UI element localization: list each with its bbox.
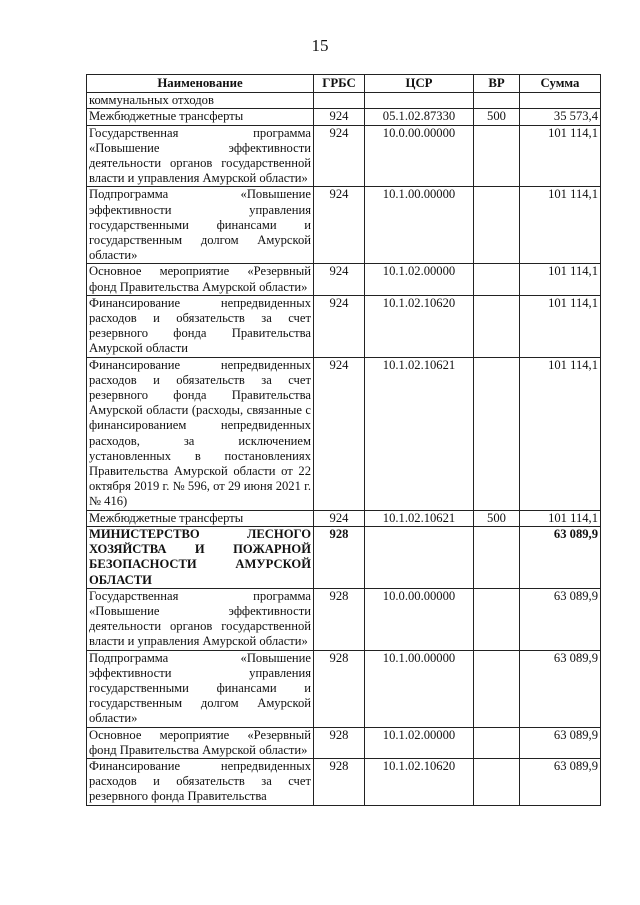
cell-name: Подпрограмма «Повышение эффективности управления государственными финансами и государственным долгом Амурской области» xyxy=(87,187,314,264)
cell-csr: 10.1.02.10621 xyxy=(365,510,474,526)
table-row xyxy=(87,727,601,758)
cell-name: Основное мероприятие «Резервный фонд Правительства Амурской области» xyxy=(87,264,314,295)
cell-sum: 35 573,4 xyxy=(520,109,601,125)
header-grbs: ГРБС xyxy=(314,75,365,93)
cell-name: Государственная программа «Повышение эффективности деятельности органов государственной власти и управления Амурской области» xyxy=(87,125,314,187)
cell-name: МИНИСТЕРСТВО ЛЕСНОГО ХОЗЯЙСТВА И ПОЖАРНОЙ БЕЗОПАСНОСТИ АМУРСКОЙ ОБЛАСТИ xyxy=(87,526,314,588)
cell-csr: 10.1.02.10620 xyxy=(365,295,474,357)
table-row xyxy=(87,588,601,650)
cell-grbs: 924 xyxy=(314,109,365,125)
budget-table xyxy=(86,74,601,806)
cell-vr xyxy=(474,727,520,758)
cell-grbs: 928 xyxy=(314,650,365,727)
header-name: Наименование xyxy=(87,75,314,93)
cell-sum: 63 089,9 xyxy=(520,650,601,727)
cell-name: Финансирование непредвиденных расходов и обязательств за счет резервного фонда Правительства xyxy=(87,758,314,805)
cell-sum: 63 089,9 xyxy=(520,588,601,650)
table-row xyxy=(87,510,601,526)
cell-vr xyxy=(474,187,520,264)
header-vr: ВР xyxy=(474,75,520,93)
cell-name: Межбюджетные трансферты xyxy=(87,109,314,125)
cell-csr: 10.1.00.00000 xyxy=(365,187,474,264)
cell-csr: 05.1.02.87330 xyxy=(365,109,474,125)
cell-sum: 63 089,9 xyxy=(520,758,601,805)
cell-vr: 500 xyxy=(474,109,520,125)
cell-vr xyxy=(474,125,520,187)
cell-name: Государственная программа «Повышение эффективности деятельности органов государственной власти и управления Амурской области» xyxy=(87,588,314,650)
cell-sum: 101 114,1 xyxy=(520,125,601,187)
cell-vr xyxy=(474,264,520,295)
cell-grbs: 928 xyxy=(314,588,365,650)
cell-vr xyxy=(474,357,520,510)
cell-name: Подпрограмма «Повышение эффективности управления государственными финансами и государственным долгом Амурской области» xyxy=(87,650,314,727)
cell-sum: 63 089,9 xyxy=(520,727,601,758)
cell-sum: 101 114,1 xyxy=(520,295,601,357)
cell-vr xyxy=(474,650,520,727)
cell-csr xyxy=(365,93,474,109)
cell-vr xyxy=(474,588,520,650)
cell-csr: 10.1.02.10620 xyxy=(365,758,474,805)
cell-grbs: 928 xyxy=(314,526,365,588)
cell-grbs: 924 xyxy=(314,187,365,264)
table-row xyxy=(87,295,601,357)
cell-name: коммунальных отходов xyxy=(87,93,314,109)
cell-grbs: 924 xyxy=(314,264,365,295)
cell-name: Финансирование непредвиденных расходов и обязательств за счет резервного фонда Правительства Амурской области (расходы, связанные с финансированием непредвиденных расходов, за исключением установленных в постановлениях Правительства Амурской области от 22 октября 2019 г. № 596, от 29 июня 2021 г. № 416) xyxy=(87,357,314,510)
cell-csr: 10.1.02.00000 xyxy=(365,727,474,758)
cell-sum: 101 114,1 xyxy=(520,510,601,526)
cell-sum xyxy=(520,93,601,109)
cell-vr xyxy=(474,295,520,357)
cell-sum: 101 114,1 xyxy=(520,357,601,510)
cell-vr: 500 xyxy=(474,510,520,526)
cell-sum: 63 089,9 xyxy=(520,526,601,588)
cell-csr: 10.1.02.00000 xyxy=(365,264,474,295)
table-row xyxy=(87,357,601,510)
table-row xyxy=(87,650,601,727)
table-row xyxy=(87,109,601,125)
cell-grbs: 924 xyxy=(314,295,365,357)
cell-csr: 10.1.00.00000 xyxy=(365,650,474,727)
table-row xyxy=(87,264,601,295)
table-row xyxy=(87,187,601,264)
cell-sum: 101 114,1 xyxy=(520,264,601,295)
cell-grbs: 924 xyxy=(314,510,365,526)
cell-csr xyxy=(365,526,474,588)
cell-csr: 10.0.00.00000 xyxy=(365,125,474,187)
cell-grbs: 928 xyxy=(314,727,365,758)
cell-grbs: 924 xyxy=(314,357,365,510)
header-csr: ЦСР xyxy=(365,75,474,93)
cell-grbs xyxy=(314,93,365,109)
page-number: 15 xyxy=(311,36,329,55)
cell-name: Основное мероприятие «Резервный фонд Правительства Амурской области» xyxy=(87,727,314,758)
cell-vr xyxy=(474,526,520,588)
table-row xyxy=(87,526,601,588)
cell-sum: 101 114,1 xyxy=(520,187,601,264)
table-header-row xyxy=(87,75,601,93)
cell-vr xyxy=(474,758,520,805)
cell-name: Межбюджетные трансферты xyxy=(87,510,314,526)
table-row xyxy=(87,758,601,805)
cell-csr: 10.1.02.10621 xyxy=(365,357,474,510)
table-row xyxy=(87,125,601,187)
table-row xyxy=(87,93,601,109)
cell-grbs: 924 xyxy=(314,125,365,187)
table-body xyxy=(87,93,601,805)
cell-vr xyxy=(474,93,520,109)
header-sum: Сумма xyxy=(520,75,601,93)
cell-csr: 10.0.00.00000 xyxy=(365,588,474,650)
cell-name: Финансирование непредвиденных расходов и обязательств за счет резервного фонда Правительства Амурской области xyxy=(87,295,314,357)
cell-grbs: 928 xyxy=(314,758,365,805)
